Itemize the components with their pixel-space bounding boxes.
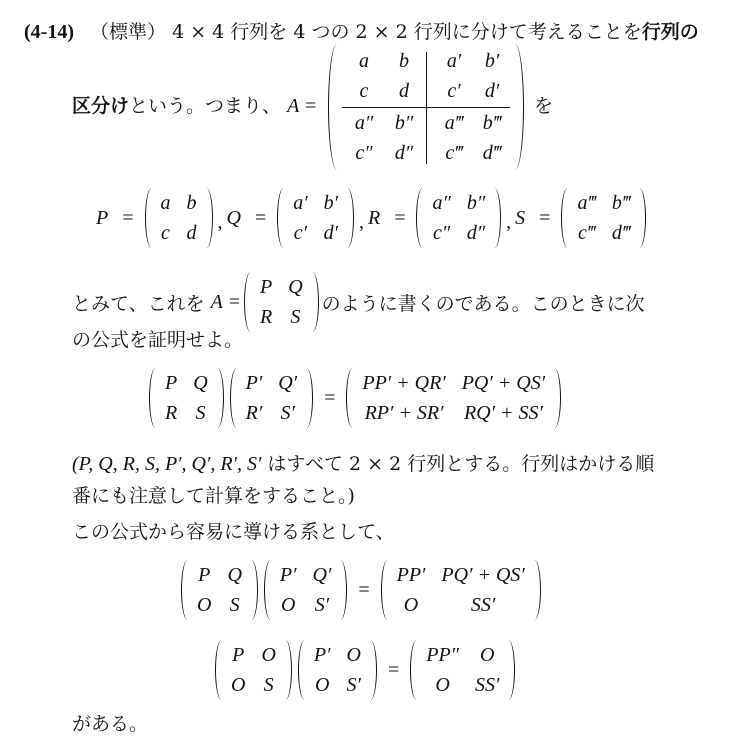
matrix-cell: d″ (466, 222, 486, 244)
submatrix-R (416, 188, 501, 248)
matrix-cell: Q (227, 564, 242, 586)
matrix-cell: b′ (323, 192, 338, 214)
matrix-cell: P (165, 372, 178, 394)
block-horizontal-divider (342, 107, 510, 108)
matrix-cell: O (479, 644, 495, 666)
matrix-cell: P (259, 276, 273, 298)
block-matrix-A (328, 44, 524, 170)
matrix-PQOS-prime (264, 560, 347, 620)
equals-sign: = (122, 206, 134, 229)
matrix-cell: RQ′ + SS′ (463, 402, 543, 424)
corollary-line (72, 518, 395, 546)
matrix-cell: S′ (346, 674, 361, 696)
matrix-cell: b‴ (611, 192, 631, 214)
matrix-cell: a′ (293, 192, 308, 214)
matrix-cell: P (198, 564, 211, 586)
closing-text: がある。 (72, 713, 149, 735)
note-line-1 (72, 450, 654, 478)
equals-sign: = (539, 206, 551, 229)
submatrix-P-label: P (96, 206, 109, 229)
problem-level: （標準） (90, 21, 167, 43)
matrix-cell: b (399, 50, 409, 72)
matrix-cell: c (359, 80, 369, 102)
note-text-1: はすべて 2 × 2 行列とする。行列はかける順 (261, 453, 655, 475)
matrix-cell: P (232, 644, 245, 666)
matrix-cell: a (359, 50, 369, 72)
matrix-cell: PP′ (396, 564, 426, 586)
problem-header-line (24, 18, 699, 46)
matrix-cell: Q (288, 276, 303, 298)
matrix-cell: R (165, 402, 178, 424)
matrix-cell: b‴ (482, 112, 502, 134)
wo-particle (534, 92, 553, 120)
rewrite-line (72, 272, 645, 332)
matrix-cell: c′ (293, 222, 308, 244)
matrix-cell: c′ (447, 80, 461, 102)
prove-text: の公式を証明せよ。 (72, 329, 244, 351)
matrix-cell: d‴ (611, 222, 631, 244)
matrix-cell: O (261, 644, 276, 666)
matrix-PQRS (149, 368, 224, 428)
matrix-cell: a′ (446, 50, 462, 72)
matrix-cell: a (160, 192, 171, 214)
intro-text-2: という。つまり、 (129, 95, 282, 117)
formula-upper-triangular (178, 560, 544, 620)
matrix-cell: b″ (394, 112, 414, 134)
matrix-cell: PQ′ + QS′ (461, 372, 546, 394)
matrix-cell: PP′ + QR′ (362, 372, 446, 394)
term-gyouretsu: 行列の (641, 21, 699, 43)
corollary-text: この公式から容易に導ける系として、 (72, 521, 395, 543)
matrix-cell: O (314, 674, 330, 696)
formula-main (146, 368, 564, 428)
left-paren (328, 44, 343, 170)
matrix-cell: RP′ + SR′ (364, 402, 444, 424)
matrix-PQRS-prime (230, 368, 313, 428)
matrix-cell: SS′ (470, 594, 496, 616)
matrix-cell: a″ (432, 192, 451, 214)
matrix-cell: O (231, 674, 246, 696)
matrix-cell: PQ′ + QS′ (441, 564, 525, 586)
formula-diagonal (212, 640, 518, 700)
matrix-cell: R (259, 306, 273, 328)
closing-line (72, 710, 148, 738)
matrix-upper-result (381, 560, 541, 620)
matrix-cell: b″ (466, 192, 486, 214)
matrix-cell: c‴ (445, 142, 463, 164)
matrix-cell: d″ (394, 142, 414, 164)
equals-sign: = (394, 206, 406, 229)
matrix-cell: d‴ (482, 142, 502, 164)
matrix-cell: Q′ (312, 564, 332, 586)
problem-number: (4-14) (24, 21, 74, 43)
intro-text: 4 × 4 行列を 4 つの 2 × 2 行列に分けて考えることを (172, 21, 642, 43)
matrix-cell: c″ (355, 142, 373, 164)
block-form-matrix (244, 272, 319, 332)
matrix-cell: Q′ (278, 372, 298, 394)
matrix-POOS-prime (298, 640, 377, 700)
matrix-cell: d′ (323, 222, 338, 244)
matrix-cell: R′ (245, 402, 263, 424)
matrix-cell: P′ (245, 372, 263, 394)
matrix-cell: O (280, 594, 296, 616)
equals-sign: = (254, 206, 267, 229)
matrix-cell: O (346, 644, 361, 666)
term-kubunke: 区分け (72, 95, 130, 117)
note-text-2: 番にも注意して計算をすること。) (72, 485, 355, 507)
rewrite-text-before: とみて、これを (72, 292, 205, 315)
equals-sign: = (387, 658, 400, 681)
A-label: A = (210, 290, 241, 313)
definition-line (72, 92, 317, 120)
matrix-cell: S′ (280, 402, 295, 424)
matrix-diagonal-result (410, 640, 515, 700)
submatrix-S-label: S (515, 206, 526, 229)
matrix-cell: P′ (279, 564, 297, 586)
matrix-cell: c (161, 222, 170, 244)
matrix-cell: b′ (484, 50, 500, 72)
equals-sign: = (324, 386, 336, 409)
wo-text: を (534, 95, 554, 117)
matrix-cell: c‴ (578, 222, 596, 244)
A-label: A = (287, 95, 318, 117)
note-variables: (P, Q, R, S, P′, Q′, R′, S′ (72, 453, 262, 475)
matrix-product-result (346, 368, 561, 428)
matrix-cell: d′ (484, 80, 500, 102)
matrix-cell: b (186, 192, 197, 214)
matrix-cell: d (399, 80, 409, 102)
equals-sign: = (358, 578, 370, 601)
matrix-cell: c″ (433, 222, 451, 244)
submatrix-P (145, 188, 213, 248)
submatrix-Q (277, 188, 354, 248)
block-vertical-divider (426, 52, 427, 164)
matrix-cell: SS′ (475, 674, 500, 696)
matrix-cell: S (263, 674, 274, 696)
matrix-PQOS (181, 560, 258, 620)
matrix-cell: a‴ (577, 192, 596, 214)
submatrix-S (561, 188, 646, 248)
matrix-cell: S (290, 306, 301, 328)
matrix-cell: a″ (354, 112, 374, 134)
note-line-2 (72, 482, 355, 510)
submatrix-Q-label: Q (226, 206, 241, 229)
rewrite-text-after: のように書くのである。このときに次 (321, 292, 645, 315)
matrix-POOS (215, 640, 292, 700)
matrix-cell: Q (193, 372, 208, 394)
matrix-cell: a‴ (444, 112, 464, 134)
matrix-cell: S (195, 402, 206, 424)
matrix-cell: O (197, 594, 212, 616)
prove-instruction (72, 326, 243, 354)
matrix-cell: S (229, 594, 240, 616)
submatrix-definitions: P = a b c d , Q = a′ b′ c′ d′ , R = a″ b″ c″ d″ , S = a‴ b‴ c‴ d‴ (96, 188, 649, 248)
submatrix-R-label: R (367, 206, 381, 229)
matrix-cell: O (435, 674, 450, 696)
matrix-cell: O (403, 594, 419, 616)
matrix-cell: d (186, 222, 197, 244)
matrix-cell: P′ (313, 644, 331, 666)
matrix-cell: S′ (314, 594, 330, 616)
matrix-cell: PP″ (426, 644, 459, 666)
